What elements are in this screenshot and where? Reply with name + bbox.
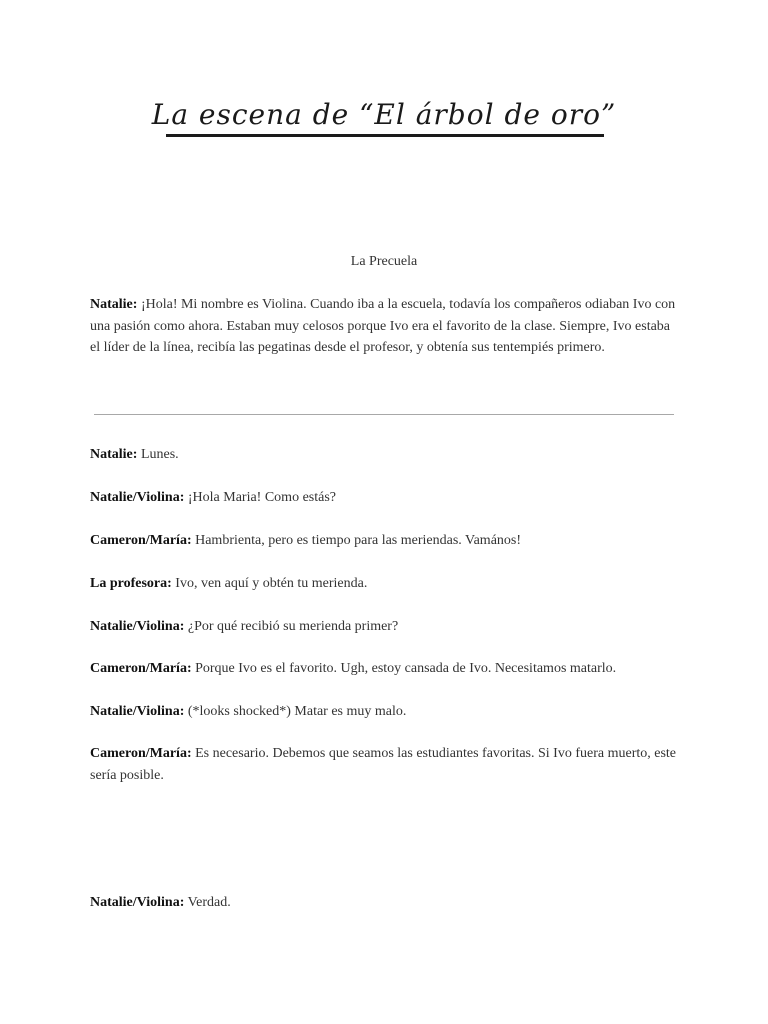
dialogue-line (90, 444, 680, 466)
speaker-label: Natalie/Violina: (90, 704, 185, 719)
dialogue-line (90, 616, 680, 638)
dialogue-text: Es necesario. Debemos que seamos las estudiantes favoritas. Si Ivo fuera muerto, este sería posible. (90, 746, 677, 783)
dialogue-text: (*looks shocked*) Matar es muy malo. (187, 704, 407, 719)
dialogue-line (90, 701, 680, 723)
speaker-label: La profesora: (90, 576, 172, 591)
speaker-label: Cameron/María: (90, 661, 192, 676)
dialogue-text: ¡Hola! Mi nombre es Violina. Cuando iba a la escuela, todavía los compañeros odiaban Ivo con una pasión como ahora. Estaban muy celosos porque Ivo era el favorito de la clase. Siempre, Ivo estaba el líder de la línea, recibía las pegatinas desde el profesor, y obtenía sus tentempiés primero. (90, 297, 676, 355)
speaker-label: Natalie: (90, 447, 138, 462)
dialogue-line (90, 573, 680, 595)
horizontal-divider (94, 414, 674, 415)
section-subtitle: La Precuela (350, 254, 418, 269)
dialogue-line (90, 892, 680, 914)
dialogue-line (90, 487, 680, 509)
document-title: La escena de “El árbol de oro” (151, 98, 617, 131)
speaker-label: Cameron/María: (90, 533, 192, 548)
dialogue-text: Hambrienta, pero es tiempo para las meriendas. Vamános! (195, 533, 522, 548)
title-underline (166, 134, 604, 137)
dialogue-line (90, 530, 680, 552)
dialogue-text: ¿Por qué recibió su merienda primer? (187, 619, 399, 634)
dialogue-text: ¡Hola Maria! Como estás? (187, 490, 336, 505)
speaker-label: Natalie/Violina: (90, 619, 185, 634)
speaker-label: Natalie/Violina: (90, 895, 185, 910)
intro-paragraph (90, 294, 680, 359)
dialogue-text: Verdad. (187, 895, 231, 910)
dialogue-line (90, 743, 680, 786)
dialogue-line (90, 658, 680, 680)
dialogue-text: Ivo, ven aquí y obtén tu merienda. (175, 576, 368, 591)
dialogue-text: Porque Ivo es el favorito. Ugh, estoy cansada de Ivo. Necesitamos matarlo. (195, 661, 617, 676)
dialogue-text: Lunes. (140, 447, 179, 462)
speaker-label: Natalie: (90, 297, 138, 312)
speaker-label: Natalie/Violina: (90, 490, 185, 505)
speaker-label: Cameron/María: (90, 746, 192, 761)
